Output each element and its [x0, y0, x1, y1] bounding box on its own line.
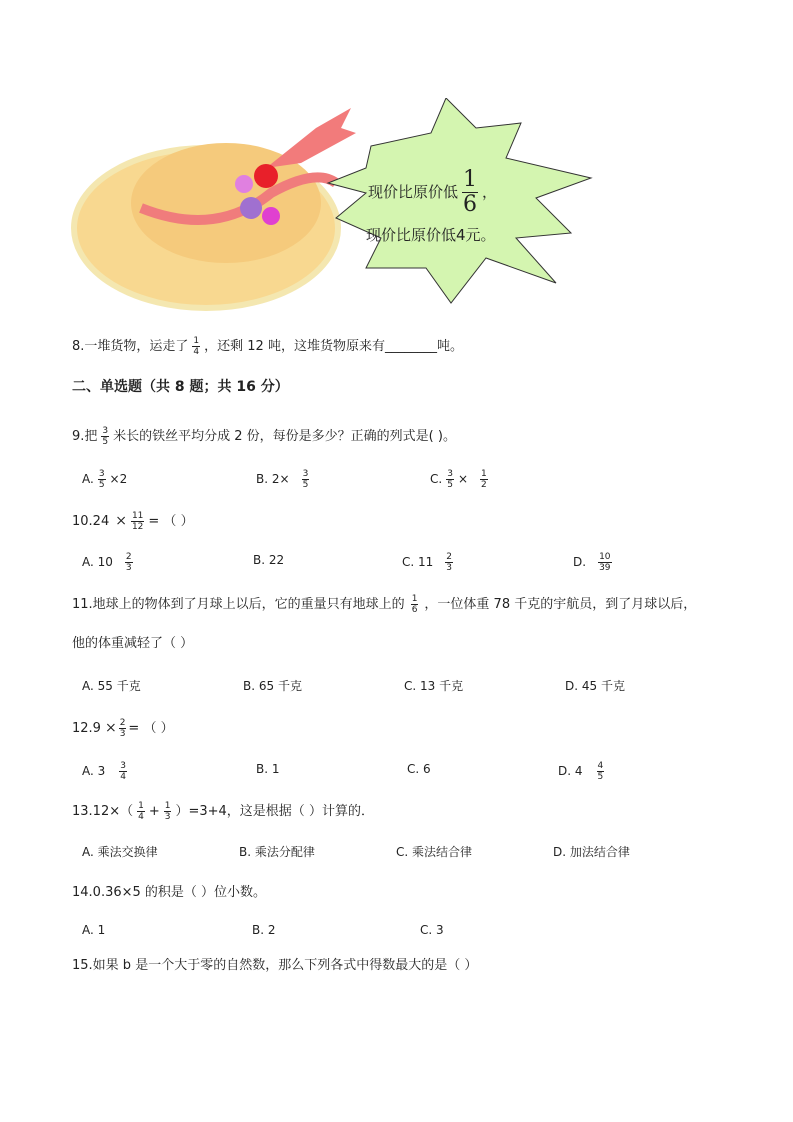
q12-option-d[interactable]: D. 4 $\frac{4}{5}$ [558, 761, 604, 782]
bubble-line2: 现价比原价低4元。 [366, 226, 496, 244]
q10-option-b[interactable]: B. 22 [253, 553, 285, 567]
q12-option-b[interactable]: B. 1 [256, 762, 280, 776]
q9-option-a[interactable]: A. $\frac{3}{5}$ ×2 [82, 469, 128, 490]
q11-option-b[interactable]: B. 65 千克 [243, 679, 302, 693]
question-12: 12.9 × $\frac{2}{3}$ = （ ） [72, 718, 174, 739]
bubble-fraction: $\frac{1}{6}$ [463, 167, 478, 217]
q13-option-b[interactable]: B. 乘法分配律 [239, 845, 315, 859]
q14-option-c[interactable]: C. 3 [420, 923, 444, 937]
question-9: 9.把 $\frac{3}{5}$ 米长的铁丝平均分成 2 份，每份是多少？正确的列式是( )。 [72, 426, 456, 447]
question-8: 8.一堆货物，运走了 $\frac{1}{4}$ ，还剩 12 吨，这堆货物原来有________吨。 [72, 336, 463, 357]
q14-option-b[interactable]: B. 2 [252, 923, 276, 937]
question-11-line2: 他的体重减轻了（ ） [72, 636, 194, 651]
question-11: 11.地球上的物体到了月球上以后，它的重量只有地球上的 $\frac{1}{6}$ ，一位体重 78 千克的宇航员，到了月球以后， [72, 594, 697, 615]
q9-option-b[interactable]: B. 2× $\frac{3}{5}$ [256, 469, 309, 490]
question-10: 10.24 × $\frac{11}{12}$ = （ ） [72, 511, 194, 532]
q11-option-a[interactable]: A. 55 千克 [82, 679, 141, 693]
q9-fraction: $\frac{3}{5}$ [102, 426, 109, 447]
hat-illustration [66, 98, 606, 313]
q14-option-a[interactable]: A. 1 [82, 923, 106, 937]
q10-option-d[interactable]: D. $\frac{10}{39}$ [573, 552, 611, 573]
q8-fraction: $\frac{1}{4}$ [193, 336, 200, 357]
ribbon-tail [266, 108, 356, 168]
question-13: 13.12×（ $\frac{1}{4}$ + $\frac{1}{3}$ ）=3+4，这是根据（ ）计算的． [72, 801, 374, 822]
q13-option-c[interactable]: C. 乘法结合律 [396, 845, 473, 859]
question-15: 15.如果 b 是一个大于零的自然数，那么下列各式中得数最大的是（ ） [72, 958, 478, 973]
q12-option-a[interactable]: A. 3 $\frac{3}{4}$ [82, 761, 126, 782]
question-14: 14.0.36×5 的积是（ ）位小数。 [72, 885, 267, 900]
flower-red [254, 164, 278, 188]
q12-option-c[interactable]: C. 6 [407, 762, 431, 776]
q13-option-d[interactable]: D. 加法结合律 [553, 845, 630, 859]
q10-option-c[interactable]: C. 11 $\frac{2}{3}$ [402, 552, 453, 573]
q13-option-a[interactable]: A. 乘法交换律 [82, 845, 158, 859]
q11-option-d[interactable]: D. 45 千克 [565, 679, 625, 693]
q10-option-a[interactable]: A. 10 $\frac{2}{3}$ [82, 552, 132, 573]
section-title: 二、单选题（共 8 题；共 16 分） [72, 379, 289, 395]
bubble-line1: 现价比原价低 $\frac{1}{6}$ ， [368, 167, 498, 217]
q11-option-c[interactable]: C. 13 千克 [404, 679, 464, 693]
q9-option-c[interactable]: C. $\frac{3}{5}$ × $\frac{1}{2}$ [430, 469, 487, 490]
